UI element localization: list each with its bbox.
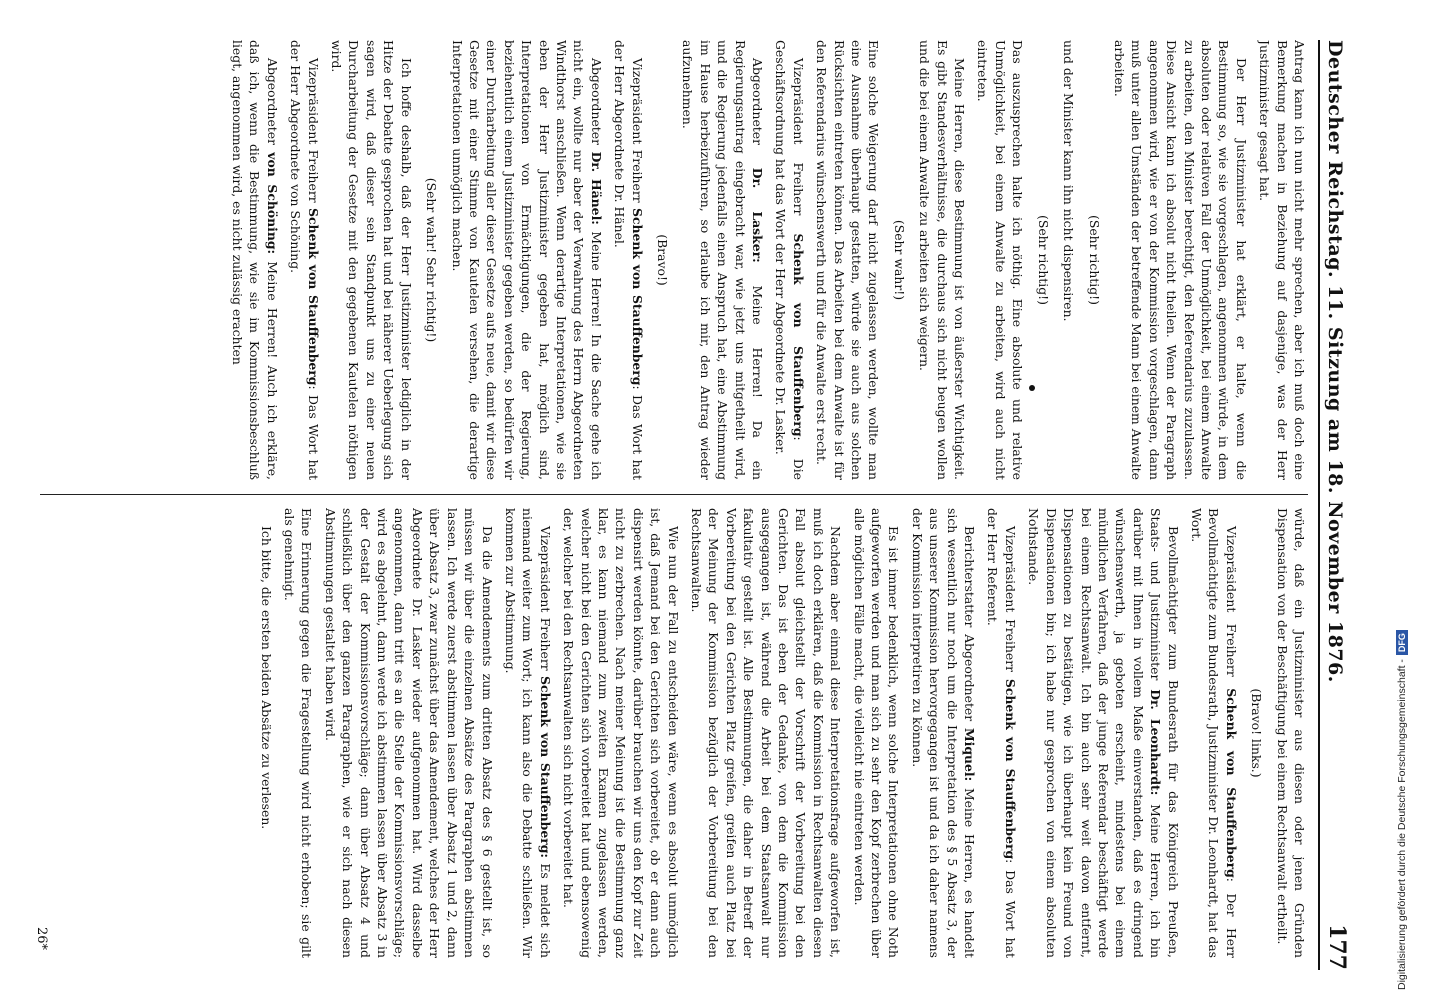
paragraph: Da die Amendements zum dritten Absatz des § 6 gestellt ist, so müssen wir über die einzelnen Absätze des Paragraphen abstimmen lassen. Ich werde zuerst abstimmen lassen über Absatz 1 und 2, dann über Absatz 3, zwar zunächst über das Amendement, welches der Herr Abgeordnete Dr. Lasker wieder aufgenommen hat. Wird dasselbe angenommen, dann tritt es an die Stelle der Kommissionsvorschläge; wird es abgelehnt, dann werde ich abstimmen lassen über Absatz 3 in der Gestalt der Kommissionsvorschläge; dann über Absatz 4 und schließlich über den ganzen Paragraphen, wie er sich nach diesen Abstimmungen gestaltet haben wird. <box>322 508 495 958</box>
paragraph: Vizepräsident Freiherr Schenk von Stauffenberg: Das Wort hat der Herr Abgeordnete von Schöning. <box>288 40 321 480</box>
paragraph: Das auszusprechen halte ich nöthig. Eine absolute und relative Unmöglichkeit, bei einem Anwalte zu arbeiten, wird auch nicht eintreten. <box>975 40 1026 480</box>
paragraph: (Sehr wahr! Sehr richtig!) <box>424 177 440 343</box>
dfg-logo: DFG <box>1396 630 1408 655</box>
paragraph: (Sehr richtig!) <box>1035 215 1051 305</box>
paragraph: Ich bitte, die ersten beiden Absätze zu verlesen. <box>258 526 274 830</box>
paragraph: Wie nun der Fall zu entscheiden wäre, wenn es absolut unmöglich ist, daß Jemand bei den Gerichten sich vorbereitet, ob er dann auch dispensirt werden könnte, darüber brauchen wir uns den Kopf zur Zeit nicht zu zerbrechen. Nach meiner Meinung ist die Bestimmung ganz klar, es kann niemand zum zweiten Examen zugelassen werden, welcher nicht bei den Gerichten sich vorbereitet hat und ebensowenig der, welcher bei den Rechtsanwalten sich nicht vorbereitet hat. <box>561 508 681 958</box>
left-text-column <box>30 40 1308 480</box>
paragraph: Bevollmächtigter zum Bundesrath für das Königreich Preußen, Staats- und Justizminister Dr. Leonhardt: Meine Herren, ich bin darüber mit Ihnen in vollem Maße einverstanden, daß es dringend wünschenswerth, ja geboten erscheint, mindestens bei einem mündlichen Verfahren, daß der junge Referendar beschäftigt werde bei einem Rechtsanwalt. Ich bin auch sehr weit davon entfernt, Dispensationen zu bestätigen, wie ich überhaupt kein Freund von Dispensationen bin; ich habe nur gesprochen von einem absoluten Nothstande. <box>1026 508 1181 958</box>
page-title: Deutscher Reichstag. 11. Sitzung am 18. November 1876. <box>1324 40 1346 683</box>
paragraph: (Sehr wahr!) <box>891 219 907 301</box>
right-text-column <box>30 508 1308 958</box>
paragraph: (Bravo! links.) <box>1249 688 1265 778</box>
paragraph: Es ist immer bedenklich, wenn solche Interpretationen ohne Noth aufgeworfen werden und man sich zu sehr den Kopf zerbrechen über alle möglichen Fälle macht, die vielleicht nie eintreten werden. <box>851 508 902 958</box>
digitization-credit <box>1388 0 1432 1000</box>
paragraph: Vizepräsident Freiherr Schenk von Stauffenberg: Das Wort hat der Herr Abgeordnete Dr. Hänel. <box>612 40 645 480</box>
paragraph: Vizepräsident Freiherr Schenk von Stauffenberg: Es meldet sich niemand weiter zum Wort; ich kann also die Debatte schließen. Wir kommen zur Abstimmung. <box>502 508 553 958</box>
page-header <box>1318 40 1358 970</box>
paragraph: und der Minister kann ihn nicht dispensiren. <box>1061 40 1077 322</box>
paragraph: Abgeordneter von Schöning: Meine Herren! Auch ich erkläre, daß ich, wenn die Bestimmung, wie sie im Kommissionsbeschluß liegt, angenommen wird, es nicht zulässig erachten <box>230 40 280 480</box>
paragraph: Der Herr Justizminister hat erklärt, er halte, wenn die Bestimmung so, wie sie vorgeschlagen, angenommen würde, in dem absoluten oder relativen Fall der Unmöglichkeit, bei einem Anwalte zu arbeiten, den Minister berechtigt, den Referendarius zuzulassen. Diese Ansicht kann ich absolut nicht theilen. Wenn der Paragraph angenommen wird, wie er von der Kommission vorgeschlagen, dann muß unter allen Umständen der betreffende Mann bei einem Anwalte arbeiten. <box>1111 40 1249 480</box>
paragraph: Eine Erinnerung gegen die Fragestellung wird nicht erhoben; sie gilt als genehmigt. <box>282 508 315 958</box>
paragraph: Abgeordneter Dr. Lasker: Meine Herren! Da ein Regierungsantrag eingebracht war, wie jetzt uns mitgetheilt wird, und die Regierung jedenfalls einen Anspruch hat, eine Abstimmung im Hause herbeizuführen, so erlaube ich mir, den Antrag wieder aufzunehmen. <box>680 40 766 480</box>
paragraph: Ich hoffe deshalb, daß der Herr Justizminister lediglich in der Hitze der Debatte gesprochen hat und bei näherer Ueberlegung sich sagen wird, daß dieser sein Standpunkt uns zu einer neuen Durcharbeitung der Gesetze mit den gegebenen Kautelen nöthigen wird. <box>329 40 414 480</box>
paragraph: Antrag kann ich nun nicht mehr sprechen, aber ich muß doch eine Bemerkung machen in Beziehung auf dasjenige, was der Herr Justizminister gesagt hat. <box>1257 40 1307 480</box>
paragraph: Eine solche Weigerung darf nicht zugelassen werden, wollte man eine Ausnahme überhaupt gestatten, würde sie auch aus solchen Rücksichten eintreten können. Das Arbeiten bei dem Anwalte ist für den Referendarius wünschenswerth und für die Anwalte erst recht. <box>814 40 882 480</box>
paragraph: Berichterstatter Abgeordneter Miquel: Meine Herren, es handelt sich wesentlich nur noch um die Interpretation des § 5 Absatz 3, der aus unserer Kommission hervorgegangen ist und da ich daher namens der Kommission interpretiren zu können. <box>909 508 978 958</box>
paragraph: Vizepräsident Freiherr Schenk von Stauffenberg: Das Wort hat der Herr Referent. <box>985 508 1018 958</box>
paragraph: (Sehr richtig!) <box>1086 215 1102 305</box>
paragraph: Vizepräsident Freiherr Schenk von Stauffenberg: Der Herr Bevollmächtigte zum Bundesrath, Justizminister Dr. Leonhardt, hat das Wort. <box>1188 508 1239 958</box>
paragraph: Vizepräsident Freiherr Schenk von Stauffenberg: Die Geschäftsordnung hat das Wort der Herr Abgeordnete Dr. Lasker. <box>773 40 806 480</box>
paragraph: Abgeordneter Dr. Hänel: Meine Herren! In die Sache gehe ich nicht ein, wollte nur aber der Verwahrung des Herrn Abgeordneten Windthorst anschließen. Wenn derartige Interpretationen, wie sie eben der Herr Justizminister gegeben hat, möglich sind, Interpretationen von Ermächtigungen, die der Regierung, beziehentlich einem Justizminister gegeben werden, so bedürfen wir einer Durcharbeitung aller dieser Gesetze aufs neue, damit wir diese Gesetze mit einer Stimme von Kautelen versehen, die derartige Interpretationen unmöglich machen. <box>449 40 604 480</box>
paragraph: (Bravo!) <box>655 234 670 286</box>
paragraph: Meine Herren, diese Bestimmung ist von äußerster Wichtigkeit. Es gibt Standesverhältnisse, die durchaus sich nicht beugen wollen und die bei einem Anwalte zu arbeiten sich weigern. <box>917 40 968 480</box>
paragraph: Nachdem aber einmal diese Interpretationsfrage aufgeworfen ist, muß ich doch erklären, daß die Kommission in Rechtsanwalten diesen Fall absolut gleichstellt der Vorschrift der Vorbereitung bei den Gerichten. Das ist eben der Gedanke, von dem die Kommission ausgegangen ist, während die Arbeit bei dem Staatsanwalt nur fakultativ gestellt ist. Alle Bestimmungen, die daher in Betreff der Vorbereitung bei den Gerichten Platz greifen, greifen auch Platz bei der Meinung der Kommission bezüglich der Vorbereitung bei den Rechtsanwalten. <box>689 508 844 958</box>
signature-mark: 26* <box>34 926 49 950</box>
paragraph: würde, daß ein Justizminister aus diesen oder jenen Gründen Dispensation von der Beschäftigung bei einem Rechtsanwalt ertheilt. <box>1274 508 1307 958</box>
page-number: 177 <box>1324 924 1350 970</box>
credit-text: Digitalisierung gefördert durch die Deutsche Forschungsgemeinschaft - <box>1396 659 1408 990</box>
column-divider <box>40 494 1308 495</box>
